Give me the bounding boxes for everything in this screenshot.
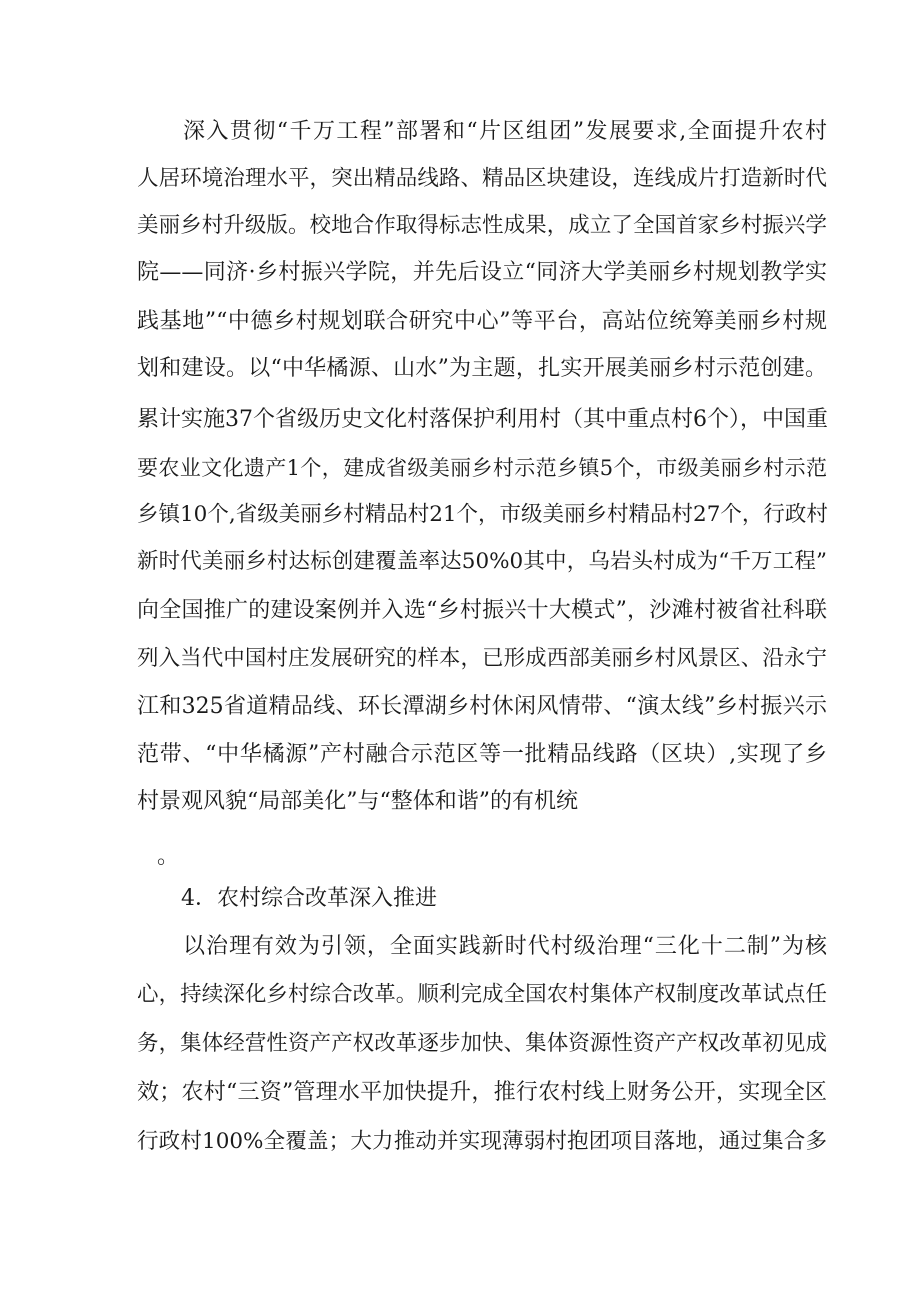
- paragraph-1-line: 村景观风貌“局部美化”与“整体和谐”的有机统: [137, 789, 578, 814]
- paragraph-1-line: 划和建设。以“中华橘源、山水”为主题，扎实开展美丽乡村示范创建。: [137, 356, 827, 381]
- paragraph-1-tail: 。: [157, 844, 180, 869]
- paragraph-1-line: 要农业文化遗产1个，建成省级美丽乡村示范乡镇5个，市级美丽乡村示范: [137, 456, 827, 480]
- paragraph-1-line: 践基地”“中德乡村规划联合研究中心”等平台，高站位统筹美丽乡村规: [137, 309, 827, 334]
- paragraph-1-line: 深入贯彻“千万工程”部署和“片区组团”发展要求,全面提升农村: [183, 119, 827, 144]
- paragraph-1-line: 累计实施37个省级历史文化村落保护利用村（其中重点村6个），中国重: [137, 407, 828, 432]
- paragraph-1-line: 美丽乡村升级版。校地合作取得标志性成果，成立了全国首家乡村振兴学: [137, 213, 827, 238]
- paragraph-2-line: 心，持续深化乡村综合改革。顺利完成全国农村集体产权制度改革试点任: [137, 982, 827, 1007]
- paragraph-1-line: 新时代美丽乡村达标创建覆盖率达50%0其中，乌岩头村成为“千万工程”: [137, 549, 827, 574]
- paragraph-2-line: 以治理有效为引领，全面实践新时代村级治理“三化十二制”为核: [183, 934, 827, 959]
- paragraph-1-line: 江和325省道精品线、环长潭湖乡村休闲风情带、“演太线”乡村振兴示: [137, 694, 827, 719]
- paragraph-1-line: 乡镇10个,省级美丽乡村精品村21个，市级美丽乡村精品村27个，行政村: [137, 502, 828, 527]
- paragraph-2-line: 行政村100%全覆盖；大力推动并实现薄弱村抱团项目落地，通过集合多: [137, 1129, 827, 1154]
- paragraph-2-line: 效；农村“三资”管理水平加快提升，推行农村线上财务公开，实现全区: [137, 1080, 827, 1105]
- paragraph-2-line: 务，集体经营性资产产权改革逐步加快、集体资源性资产产权改革初见成: [137, 1031, 827, 1056]
- section-heading: 4．农村综合改革深入推进: [181, 886, 437, 911]
- paragraph-1-line: 人居环境治理水平，突出精品线路、精品区块建设，连线成片打造新时代: [137, 166, 827, 191]
- paragraph-1-line: 范带、“中华橘源”产村融合示范区等一批精品线路（区块）,实现了乡: [137, 742, 827, 767]
- paragraph-1-line: 院——同济·乡村振兴学院，并先后设立“同济大学美丽乡村规划教学实: [137, 260, 827, 285]
- paragraph-1-line: 向全国推广的建设案例并入选“乡村振兴十大模式”，沙滩村被省社科联: [137, 598, 827, 623]
- paragraph-1-line: 列入当代中国村庄发展研究的样本，已形成西部美丽乡村风景区、沿永宁: [137, 646, 827, 671]
